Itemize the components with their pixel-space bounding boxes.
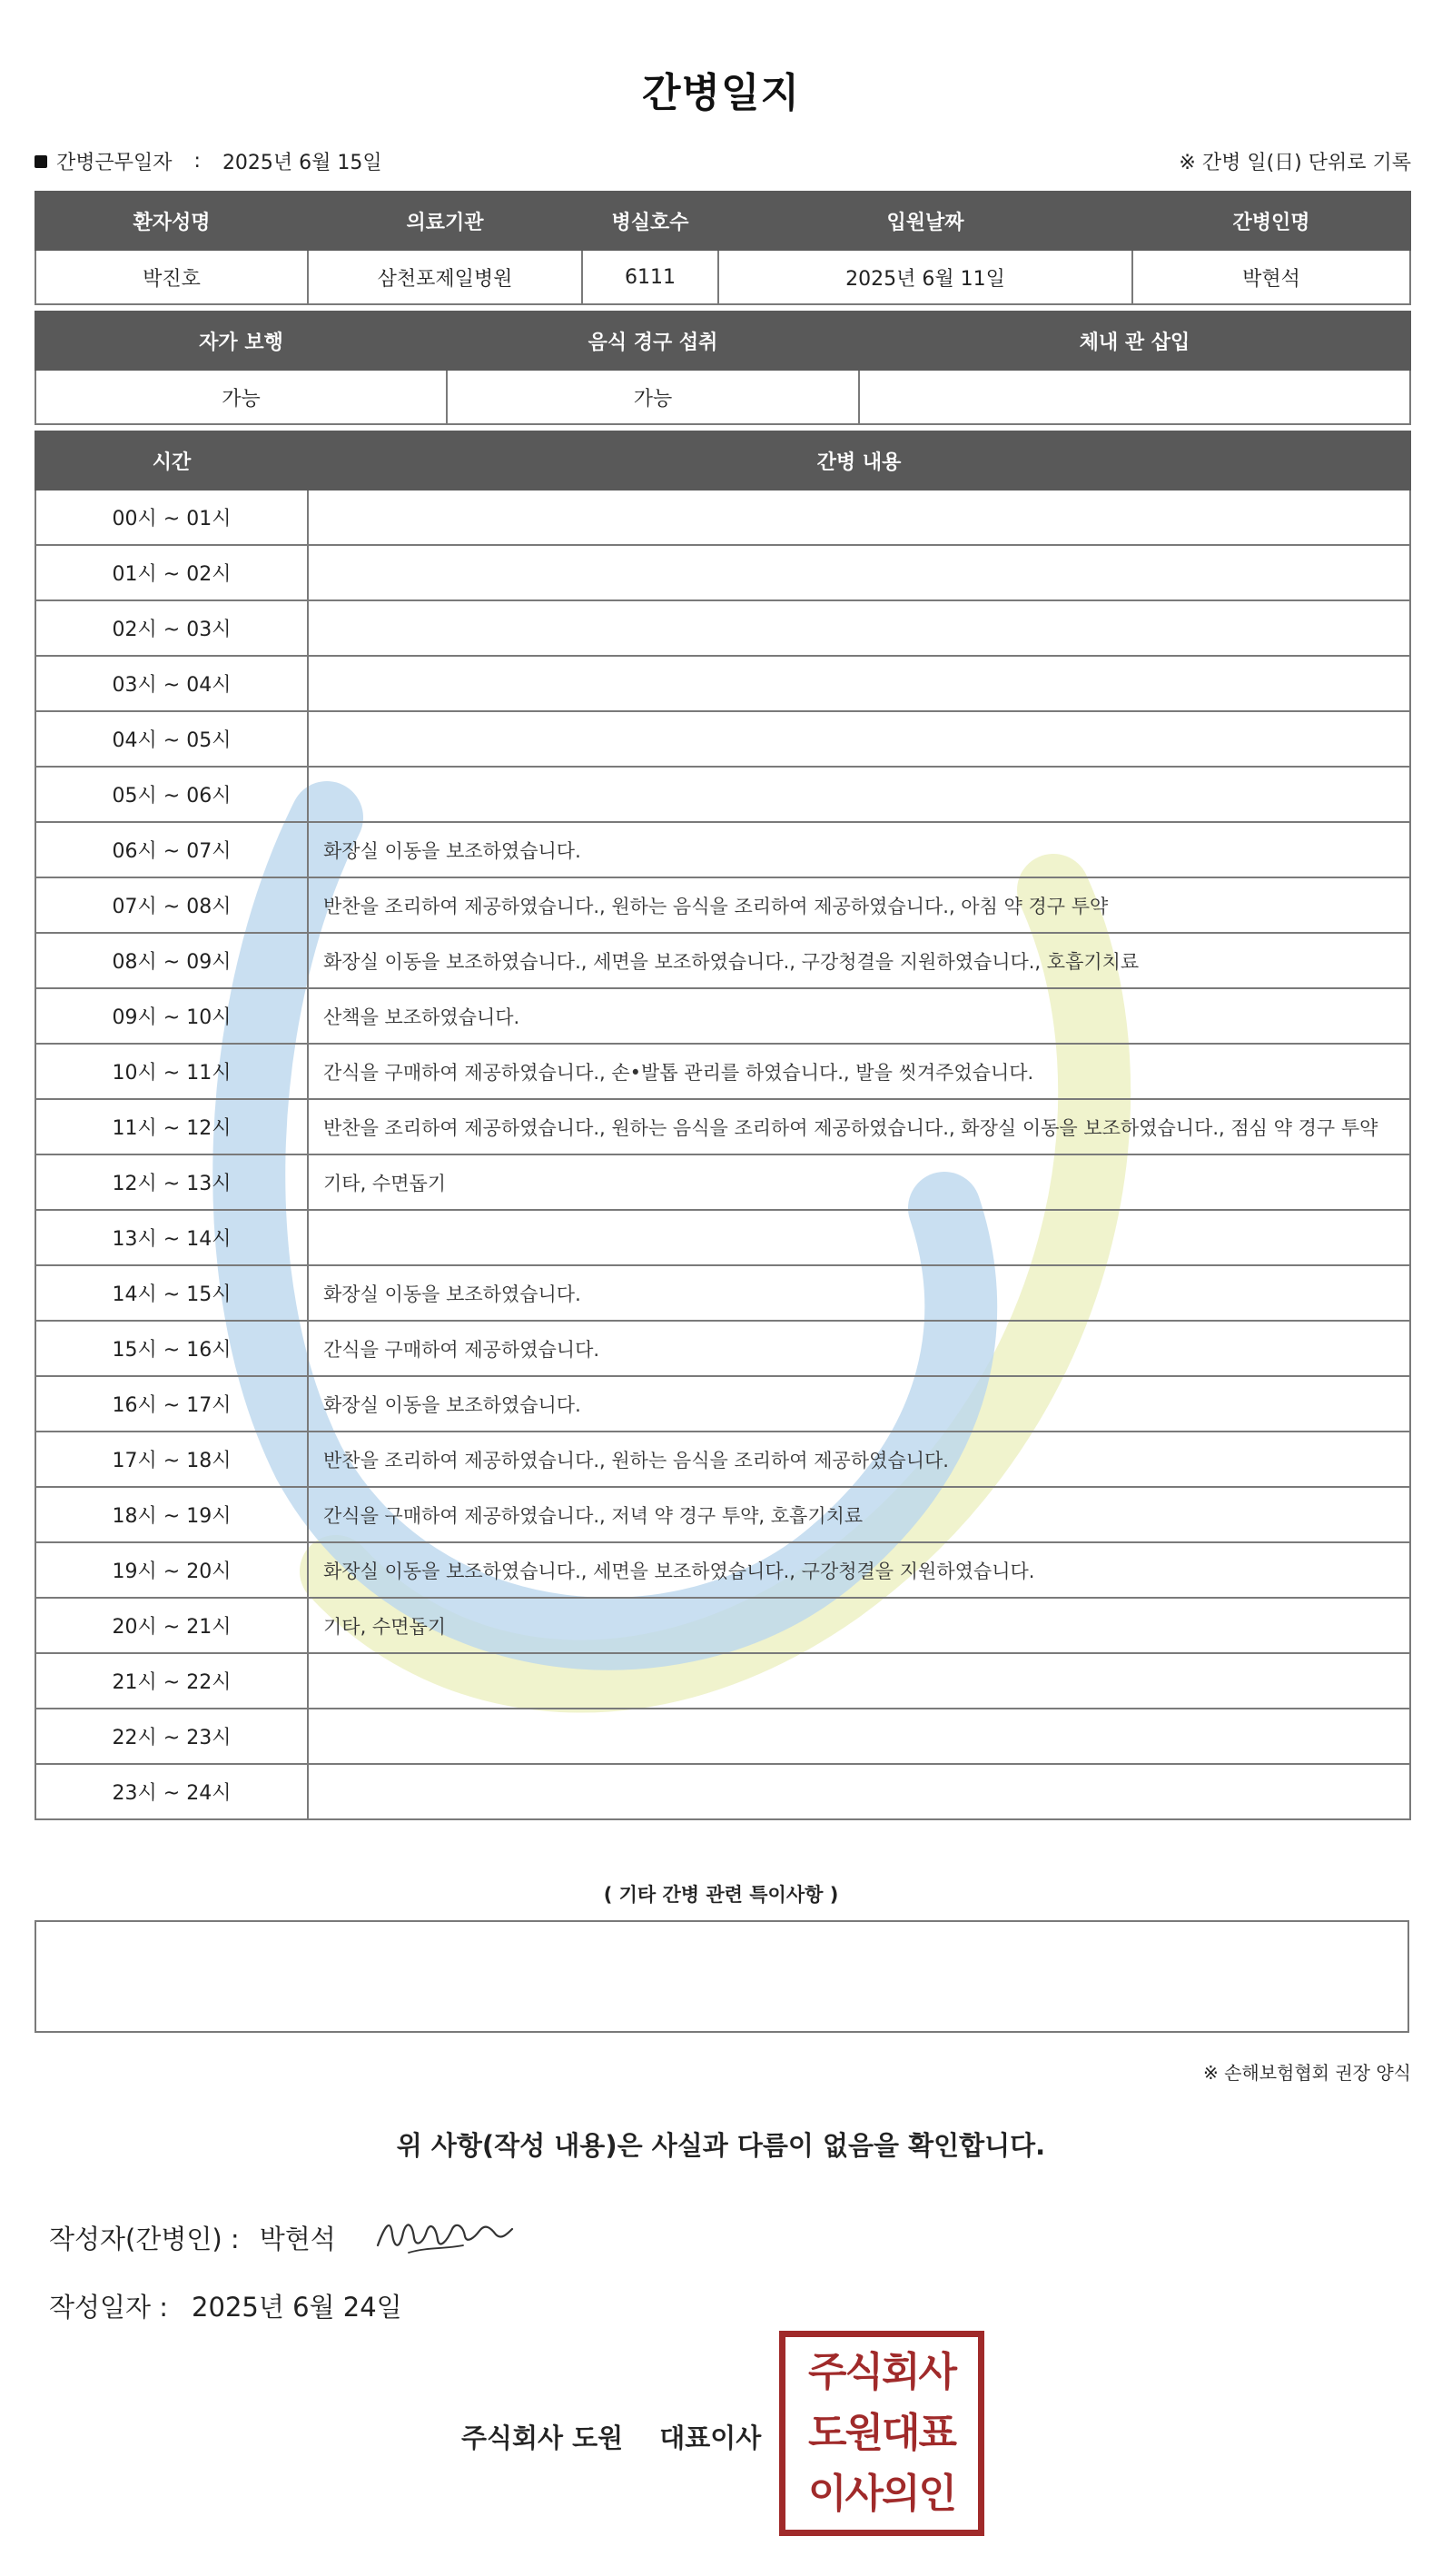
log-time-cell: 00시 ~ 01시 (35, 490, 308, 545)
log-row (35, 545, 1410, 600)
seal-line-3: 이사의인 (807, 2470, 955, 2517)
log-content-cell: 간식을 구매하여 제공하였습니다., 저녁 약 경구 투약, 호흡기치료 (308, 1487, 1410, 1542)
record-unit-note: ※ 간병 일(日) 단위로 기록 (1179, 152, 1411, 174)
log-time-cell: 22시 ~ 23시 (35, 1709, 308, 1764)
log-content-cell: 화장실 이동을 보조하였습니다., 세면을 보조하였습니다., 구강청결을 지원하였습니다. (308, 1542, 1410, 1598)
log-row (35, 656, 1410, 711)
log-row (35, 1376, 1410, 1432)
patient-status-value-row (35, 370, 1410, 424)
header-time: 시간 (35, 431, 308, 490)
log-time-cell: 02시 ~ 03시 (35, 600, 308, 656)
log-time-cell: 21시 ~ 22시 (35, 1653, 308, 1709)
log-content-cell: 간식을 구매하여 제공하였습니다., 손•발톱 관리를 하였습니다., 발을 씻겨주었습니다. (308, 1044, 1410, 1099)
company-seal-stamp (779, 2331, 984, 2536)
log-content-cell (308, 1210, 1410, 1265)
company-row (461, 2418, 761, 2455)
bullet-square-icon (35, 155, 47, 168)
header-oral-intake: 음식 경구 섭취 (447, 312, 859, 370)
log-content-cell: 간식을 구매하여 제공하였습니다. (308, 1321, 1410, 1376)
log-content-cell (308, 767, 1410, 822)
log-time-cell: 19시 ~ 20시 (35, 1542, 308, 1598)
log-row (35, 1265, 1410, 1321)
log-content-cell (308, 545, 1410, 600)
log-header-row (35, 431, 1410, 490)
log-content-cell: 기타, 수면돕기 (308, 1598, 1410, 1653)
log-row (35, 490, 1410, 545)
log-row (35, 1210, 1410, 1265)
header-tube-insertion: 체내 관 삽입 (859, 312, 1410, 370)
log-content-cell: 화장실 이동을 보조하였습니다. (308, 1376, 1410, 1432)
log-time-cell: 07시 ~ 08시 (35, 877, 308, 933)
log-time-cell: 23시 ~ 24시 (35, 1764, 308, 1819)
admission-date: 2025년 6월 11일 (718, 250, 1132, 304)
log-content-cell (308, 656, 1410, 711)
log-row (35, 1542, 1410, 1598)
log-row (35, 1321, 1410, 1376)
log-time-cell: 08시 ~ 09시 (35, 933, 308, 988)
log-content-cell (308, 490, 1410, 545)
log-content-cell: 기타, 수면돕기 (308, 1154, 1410, 1210)
log-time-cell: 17시 ~ 18시 (35, 1432, 308, 1487)
log-row (35, 600, 1410, 656)
log-row (35, 1764, 1410, 1819)
writer-row (49, 2219, 336, 2256)
work-date-separator: : (193, 150, 201, 173)
log-row (35, 877, 1410, 933)
log-time-cell: 03시 ~ 04시 (35, 656, 308, 711)
header-self-walking: 자가 보행 (35, 312, 447, 370)
log-time-cell: 05시 ~ 06시 (35, 767, 308, 822)
log-row (35, 711, 1410, 767)
log-content-cell: 화장실 이동을 보조하였습니다. (308, 822, 1410, 877)
log-time-cell: 09시 ~ 10시 (35, 988, 308, 1044)
handwritten-signature (372, 2207, 518, 2262)
header-room-number: 병실호수 (582, 192, 718, 250)
patient-status-header-row (35, 312, 1410, 370)
document-title: 간병일지 (641, 70, 800, 116)
self-walking-value: 가능 (35, 370, 447, 424)
log-content-cell (308, 711, 1410, 767)
hourly-care-log-table (35, 431, 1411, 1820)
log-row (35, 1598, 1410, 1653)
log-row (35, 933, 1410, 988)
header-care-content: 간병 내용 (308, 431, 1410, 490)
log-content-cell: 반찬을 조리하여 제공하였습니다., 원하는 음식을 조리하여 제공하였습니다., 화장실 이동을 보조하였습니다., 점심 약 경구 투약 (308, 1099, 1410, 1154)
ceo-label: 대표이사 (659, 2422, 762, 2453)
log-time-cell: 12시 ~ 13시 (35, 1154, 308, 1210)
log-time-cell: 11시 ~ 12시 (35, 1099, 308, 1154)
log-time-cell: 16시 ~ 17시 (35, 1376, 308, 1432)
log-time-cell: 06시 ~ 07시 (35, 822, 308, 877)
log-row (35, 1154, 1410, 1210)
log-row (35, 1487, 1410, 1542)
association-note: ※ 손해보험협회 권장 양식 (1202, 2062, 1411, 2084)
header-hospital: 의료기관 (308, 192, 582, 250)
header-patient-name: 환자성명 (35, 192, 308, 250)
log-time-cell: 15시 ~ 16시 (35, 1321, 308, 1376)
work-date-value: 2025년 6월 15일 (222, 152, 382, 174)
confirmation-statement: 위 사항(작성 내용)은 사실과 다름이 없음을 확인합니다. (396, 2130, 1046, 2161)
header-admission-date: 입원날짜 (718, 192, 1132, 250)
special-notes-title: ( 기타 간병 관련 특이사항 ) (603, 1884, 839, 1906)
company-name: 주식회사 도원 (461, 2422, 624, 2453)
log-row (35, 988, 1410, 1044)
patient-status-table (35, 311, 1411, 425)
log-content-cell: 산책을 보조하였습니다. (308, 988, 1410, 1044)
work-date-label: 간병근무일자 (56, 152, 173, 174)
log-row (35, 1653, 1410, 1709)
log-row (35, 822, 1410, 877)
log-content-cell (308, 1709, 1410, 1764)
written-date-label: 작성일자 : (49, 2292, 169, 2323)
seal-line-1: 주식회사 (807, 2349, 955, 2396)
log-row (35, 1709, 1410, 1764)
log-time-cell: 18시 ~ 19시 (35, 1487, 308, 1542)
hospital-name: 삼천포제일병원 (308, 250, 582, 304)
patient-info-table (35, 191, 1411, 305)
log-time-cell: 10시 ~ 11시 (35, 1044, 308, 1099)
log-row (35, 1044, 1410, 1099)
log-content-cell: 화장실 이동을 보조하였습니다. (308, 1265, 1410, 1321)
seal-line-2: 도원대표 (807, 2409, 955, 2456)
log-time-cell: 04시 ~ 05시 (35, 711, 308, 767)
room-number: 6111 (582, 250, 718, 304)
log-content-cell: 화장실 이동을 보조하였습니다., 세면을 보조하였습니다., 구강청결을 지원하였습니다., 호흡기치료 (308, 933, 1410, 988)
log-row (35, 767, 1410, 822)
header-caregiver-name: 간병인명 (1132, 192, 1410, 250)
log-content-cell: 반찬을 조리하여 제공하였습니다., 원하는 음식을 조리하여 제공하였습니다. (308, 1432, 1410, 1487)
log-row (35, 1432, 1410, 1487)
writer-name: 박현석 (259, 2224, 336, 2254)
log-content-cell: 반찬을 조리하여 제공하였습니다., 원하는 음식을 조리하여 제공하였습니다., 아침 약 경구 투약 (308, 877, 1410, 933)
work-date-row (35, 147, 382, 175)
special-notes-box (35, 1920, 1409, 2033)
log-content-cell (308, 1764, 1410, 1819)
oral-intake-value: 가능 (447, 370, 859, 424)
written-date-row (49, 2287, 402, 2324)
log-row (35, 1099, 1410, 1154)
log-content-cell (308, 1653, 1410, 1709)
tube-insertion-value (859, 370, 1410, 424)
log-time-cell: 14시 ~ 15시 (35, 1265, 308, 1321)
log-time-cell: 13시 ~ 14시 (35, 1210, 308, 1265)
log-time-cell: 01시 ~ 02시 (35, 545, 308, 600)
writer-label: 작성자(간병인) : (49, 2224, 240, 2254)
log-content-cell (308, 600, 1410, 656)
log-time-cell: 20시 ~ 21시 (35, 1598, 308, 1653)
log-body (35, 490, 1410, 1819)
caregiver-name: 박현석 (1132, 250, 1410, 304)
patient-info-value-row (35, 250, 1410, 304)
patient-info-header-row (35, 192, 1410, 250)
patient-name: 박진호 (35, 250, 308, 304)
written-date-value: 2025년 6월 24일 (192, 2292, 402, 2323)
